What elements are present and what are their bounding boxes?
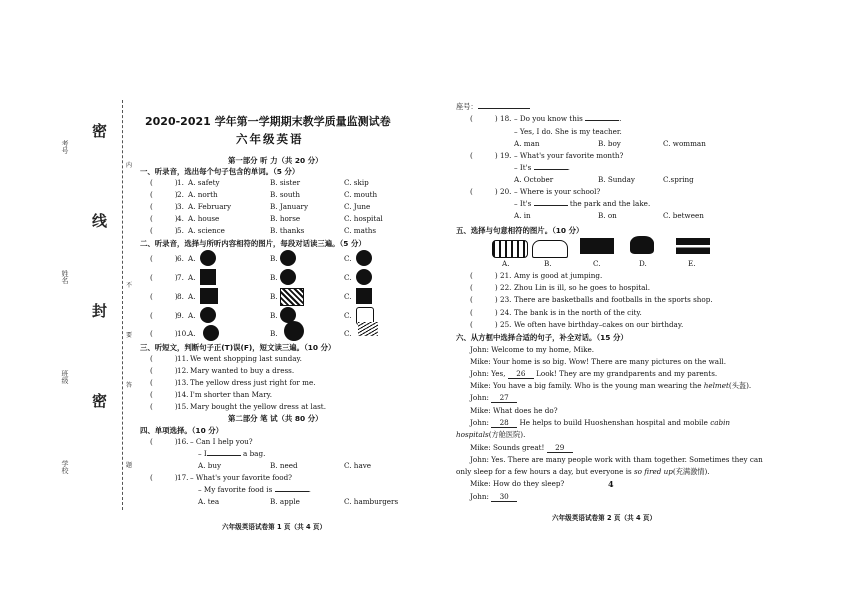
dialogue-term: helmet (703, 381, 729, 390)
dialogue-line-start: John: (470, 492, 489, 501)
question-number: 10. (177, 329, 189, 338)
answer-slot[interactable] (150, 402, 178, 411)
question-number: 24. (500, 308, 512, 317)
option-c: C. June (344, 202, 371, 211)
statement-text: The yellow dress just right for me. (190, 378, 316, 387)
option-c: C. (344, 292, 352, 301)
option-b: B. sister (270, 178, 301, 187)
picture-label: D. (639, 259, 647, 268)
option-b: B. (270, 273, 278, 282)
margin-answer-2: 答 (126, 382, 133, 389)
answer-slot[interactable] (150, 311, 178, 320)
margin-label-name: 姓名 (61, 270, 69, 284)
answer-slot[interactable] (150, 292, 178, 301)
question-number: 15. (177, 402, 189, 411)
dialogue-line (470, 418, 730, 428)
page-footer: 六年级英语试卷第 2 页（共 4 页） (552, 514, 657, 522)
option-a: A. February (188, 202, 232, 211)
option-b: B. south (270, 190, 301, 199)
turn-right-sign-icon (280, 250, 296, 266)
answer-line-start: – It's (514, 199, 532, 208)
question-number: 12. (177, 366, 189, 375)
exam-subtitle: 六年级英语 (236, 132, 304, 146)
option-a: A. (188, 273, 196, 282)
statement-text: Zhou Lin is ill, so he goes to hospital. (514, 283, 651, 292)
answer-line-start: – It's (514, 163, 532, 172)
dialogue-gloss: (头盔). (728, 381, 752, 390)
question-prompt: – What's your favorite food? (190, 473, 293, 482)
question-number: 20. (500, 187, 512, 196)
answer-slot[interactable] (150, 354, 178, 363)
answer-slot[interactable] (470, 308, 498, 317)
statement-text: Amy is good at jumping. (514, 271, 603, 280)
jumping-picture-icon (630, 236, 654, 254)
option-c: C. maths (344, 226, 377, 235)
answer-line-end: . (567, 163, 570, 172)
option-c: C. hamburgers (344, 497, 399, 506)
picture-a-icon (200, 269, 216, 285)
margin-seal-3: 线 (92, 212, 108, 230)
answer-slot[interactable] (150, 190, 178, 199)
fill-blank[interactable] (534, 169, 568, 170)
seat-number (456, 102, 530, 112)
option-c: C. skip (344, 178, 369, 187)
option-b: B. (270, 329, 278, 338)
dialogue-line-start: John: (470, 393, 489, 402)
dialogue-line-start: John: Yes, (470, 369, 506, 378)
question-prompt: – Can I help you? (190, 437, 253, 446)
birthday-cake-picture-icon (492, 240, 528, 258)
option-a: A. safety (188, 178, 220, 187)
margin-label-number: 考号 (61, 140, 69, 154)
answer-slot[interactable] (470, 320, 498, 329)
answer-slot[interactable] (470, 187, 498, 196)
option-a: A. science (188, 226, 225, 235)
option-a: A. (188, 292, 196, 301)
statement-text: Mary bought the yellow dress at last. (190, 402, 326, 411)
page-footer: 六年级英语试卷第 1 页（共 4 页） (222, 523, 327, 531)
option-a: A. (188, 254, 196, 263)
fill-blank[interactable]: 26 (508, 369, 534, 379)
picture-a-icon (203, 325, 219, 341)
dialogue-term: hospitals (456, 430, 489, 439)
option-b: B. thanks (270, 226, 305, 235)
part-2-heading: 第二部分 笔 试（共 80 分） (228, 414, 323, 423)
option-c: C. womman (663, 139, 706, 148)
margin-seal-1: 密 (92, 122, 108, 140)
statement-text: We went shopping last sunday. (190, 354, 302, 363)
answer-slot[interactable] (470, 151, 498, 160)
section-1-title: 一、听录音，选出每个句子包含的单词。（5 分） (140, 167, 300, 176)
turn-left-sign-icon (200, 250, 216, 266)
dialogue-line (470, 393, 517, 403)
answer-slot[interactable] (150, 226, 178, 235)
dialogue-gloss: (充满激情). (672, 467, 710, 476)
fill-blank[interactable] (534, 205, 568, 206)
fill-blank[interactable] (207, 455, 241, 456)
binding-margin (40, 100, 133, 510)
option-c: C. (344, 254, 352, 263)
dialogue-line: John: Yes. There are many people work with tham together. Sometimes they can (470, 455, 763, 464)
option-a: A. tea (198, 497, 220, 506)
statement-text: Mary wanted to buy a dress. (190, 366, 295, 375)
section-4-title: 四、单项选择。（10 分） (140, 426, 224, 435)
option-a: A. house (188, 214, 220, 223)
statement-text: I'm shorter than Mary. (190, 390, 273, 399)
question-number: 9. (177, 311, 184, 320)
option-b: B. (270, 292, 278, 301)
question-number: 14. (177, 390, 189, 399)
question-number: 22. (500, 283, 512, 292)
binding-dashed-line (122, 100, 123, 510)
picture-c-icon (356, 269, 372, 285)
option-c: C.spring (663, 175, 694, 184)
statement-text: We often have birthday–cakes on our birthday. (514, 320, 684, 329)
answer-slot[interactable] (150, 178, 178, 187)
picture-label: A. (502, 259, 510, 268)
picture-b-icon (280, 288, 304, 306)
question-prompt (514, 114, 621, 123)
dialogue-line (470, 443, 573, 453)
answer-line-end: the park and the lake. (569, 199, 651, 208)
dialogue-line-end: He helps to build Huoshenshan hospital and mobile (519, 418, 708, 427)
answer-slot[interactable] (150, 273, 178, 282)
option-c: C. hospital (344, 214, 383, 223)
question-number: 21. (500, 271, 512, 280)
picture-b-icon (284, 321, 304, 341)
option-c: C. mouth (344, 190, 378, 199)
statement-text: There are basketballs and footballs in the sports shop. (514, 295, 713, 304)
fill-blank[interactable]: 27 (491, 393, 517, 403)
option-a: A. (188, 311, 196, 320)
picture-label: B. (544, 259, 552, 268)
fill-blank[interactable]: 29 (547, 443, 573, 453)
option-b: B. Sunday (598, 175, 635, 184)
answer-slot[interactable] (470, 283, 498, 292)
question-number: 5. (177, 226, 184, 235)
picture-b-icon (280, 269, 296, 285)
picture-label: E. (688, 259, 696, 268)
dialogue-line: Mike: What does he do? (470, 406, 558, 415)
dialogue-line-start: Mike: Sounds great! (470, 443, 545, 452)
option-b: B. on (598, 211, 617, 220)
fan-picture-icon (358, 322, 378, 336)
dialogue-line (470, 492, 517, 502)
question-number: 2. (177, 190, 184, 199)
margin-inner: 内 (126, 162, 133, 169)
question-prompt: – What's your favorite month? (514, 151, 624, 160)
answer-line (198, 449, 265, 458)
seat-input[interactable] (478, 108, 530, 109)
prompt-start: – Do you know this (514, 114, 583, 123)
option-b: B. January (270, 202, 309, 211)
question-number: 6. (177, 254, 184, 263)
option-b: B. (270, 311, 278, 320)
exam-page-2 (440, 0, 860, 608)
answer-slot[interactable] (150, 378, 178, 387)
option-c: C. between (663, 211, 704, 220)
margin-seal-2: 封 (92, 302, 108, 320)
answer-line (198, 485, 311, 494)
answer-line-end: . (308, 485, 311, 494)
section-6-title: 六、从方框中选择合适的句子，补全对话。（15 分） (456, 333, 628, 342)
section-3-title: 三、听短文，判断句子正(T)误(F)，短文读三遍。（10 分） (140, 343, 336, 352)
answer-slot[interactable] (150, 473, 178, 482)
answer-line-end: a bag. (243, 449, 266, 458)
picture-c-icon (356, 288, 372, 304)
question-number: 23. (500, 295, 512, 304)
question-number: 11. (177, 354, 189, 363)
option-a: A. October (514, 175, 554, 184)
margin-label-school: 学校 (61, 460, 69, 474)
question-number: 25. (500, 320, 512, 329)
margin-notice: 不 (126, 282, 133, 289)
dialogue-line (470, 381, 751, 391)
answer-slot[interactable] (470, 271, 498, 280)
sports-shop-picture-icon (532, 240, 568, 258)
question-number: 3. (177, 202, 184, 211)
bank-picture-icon (580, 238, 614, 254)
section-5-title: 五、选择与句意相符的图片。（10 分） (456, 226, 584, 235)
option-b: B. horse (270, 214, 301, 223)
fill-blank[interactable] (585, 120, 619, 121)
question-number: 17. (177, 473, 189, 482)
option-a: A. in (514, 211, 531, 220)
answer-line (514, 199, 650, 208)
option-b: B. boy (598, 139, 621, 148)
hospital-picture-icon (676, 238, 710, 254)
dialogue-gloss: (方舱医院). (488, 430, 526, 439)
question-number: 19. (500, 151, 512, 160)
option-b: B. apple (270, 497, 300, 506)
fill-blank[interactable] (275, 491, 309, 492)
dialogue-line-start: John: (470, 418, 489, 427)
fill-blank[interactable]: 30 (491, 492, 517, 502)
seat-label: 座号： (456, 102, 478, 111)
answer-line-start: – I (198, 449, 207, 458)
answer-slot[interactable] (150, 390, 178, 399)
question-prompt: – Where is your school? (514, 187, 601, 196)
picture-a-icon (200, 288, 218, 304)
answer-line-start: – My favorite food is (198, 485, 273, 494)
option-c: C. have (344, 461, 372, 470)
dialogue-line: Mike: Your home is so big. Wow! There are many pictures on the wall. (470, 357, 726, 366)
question-reply: – Yes, I do. She is my teacher. (514, 127, 622, 136)
answer-slot[interactable] (150, 254, 178, 263)
dialogue-line (470, 369, 717, 379)
dialogue-term: cabin (710, 418, 731, 427)
question-number: 18. (500, 114, 512, 123)
margin-seal-1b: 密 (92, 392, 108, 410)
dialogue-line (456, 467, 710, 477)
question-number: 16. (177, 437, 189, 446)
option-a: A. (188, 329, 196, 338)
question-number: 1. (177, 178, 184, 187)
page-mark: 4 (608, 479, 614, 489)
dialogue-line (456, 430, 525, 440)
answer-slot[interactable] (150, 202, 178, 211)
option-c: C. (344, 311, 352, 320)
option-b: B. (270, 254, 278, 263)
exam-title: 2020-2021 学年第一学期期末教学质量监测试卷 (145, 115, 391, 128)
margin-answer-3: 题 (126, 462, 133, 469)
answer-slot[interactable] (470, 295, 498, 304)
question-number: 13. (177, 378, 189, 387)
question-number: 4. (177, 214, 184, 223)
part-1-heading: 第一部分 听 力（共 20 分） (228, 156, 323, 165)
dialogue-line-end: Look! They are my grandparents and my parents. (536, 369, 718, 378)
answer-line (514, 163, 570, 172)
option-a: A. man (514, 139, 540, 148)
fill-blank[interactable]: 28 (491, 418, 517, 428)
answer-slot[interactable] (150, 214, 178, 223)
option-a: A. buy (198, 461, 222, 470)
dialogue-line-start: Mike: You have a big family. Who is the young man wearing the (470, 381, 702, 390)
answer-slot[interactable] (150, 366, 178, 375)
prompt-end: . (619, 114, 622, 123)
section-2-title: 二、听录音，选择与所听内容相符的图片，每段对话读三遍。（5 分） (140, 239, 366, 248)
option-c: C. (344, 329, 352, 338)
picture-label: C. (593, 259, 601, 268)
picture-a-icon (200, 307, 216, 323)
option-a: A. north (188, 190, 218, 199)
answer-slot[interactable] (150, 329, 178, 338)
dialogue-line: Mike: How do they sleep? (470, 479, 565, 488)
statement-text: The bank is in the north of the city. (514, 308, 642, 317)
margin-answer: 要 (126, 332, 133, 339)
option-c: C. (344, 273, 352, 282)
answer-slot[interactable] (150, 437, 178, 446)
dialogue-line-start: only sleep for a few hours a day, but everyone is (456, 467, 632, 476)
question-number: 7. (177, 273, 184, 282)
margin-label-class: 班级 (61, 370, 69, 384)
question-number: 8. (177, 292, 184, 301)
option-b: B. need (270, 461, 298, 470)
answer-slot[interactable] (470, 114, 498, 123)
dialogue-line: John: Welcome to my home, Mike. (470, 345, 595, 354)
go-straight-sign-icon (356, 250, 372, 266)
dialogue-term: so fired up (633, 467, 673, 476)
